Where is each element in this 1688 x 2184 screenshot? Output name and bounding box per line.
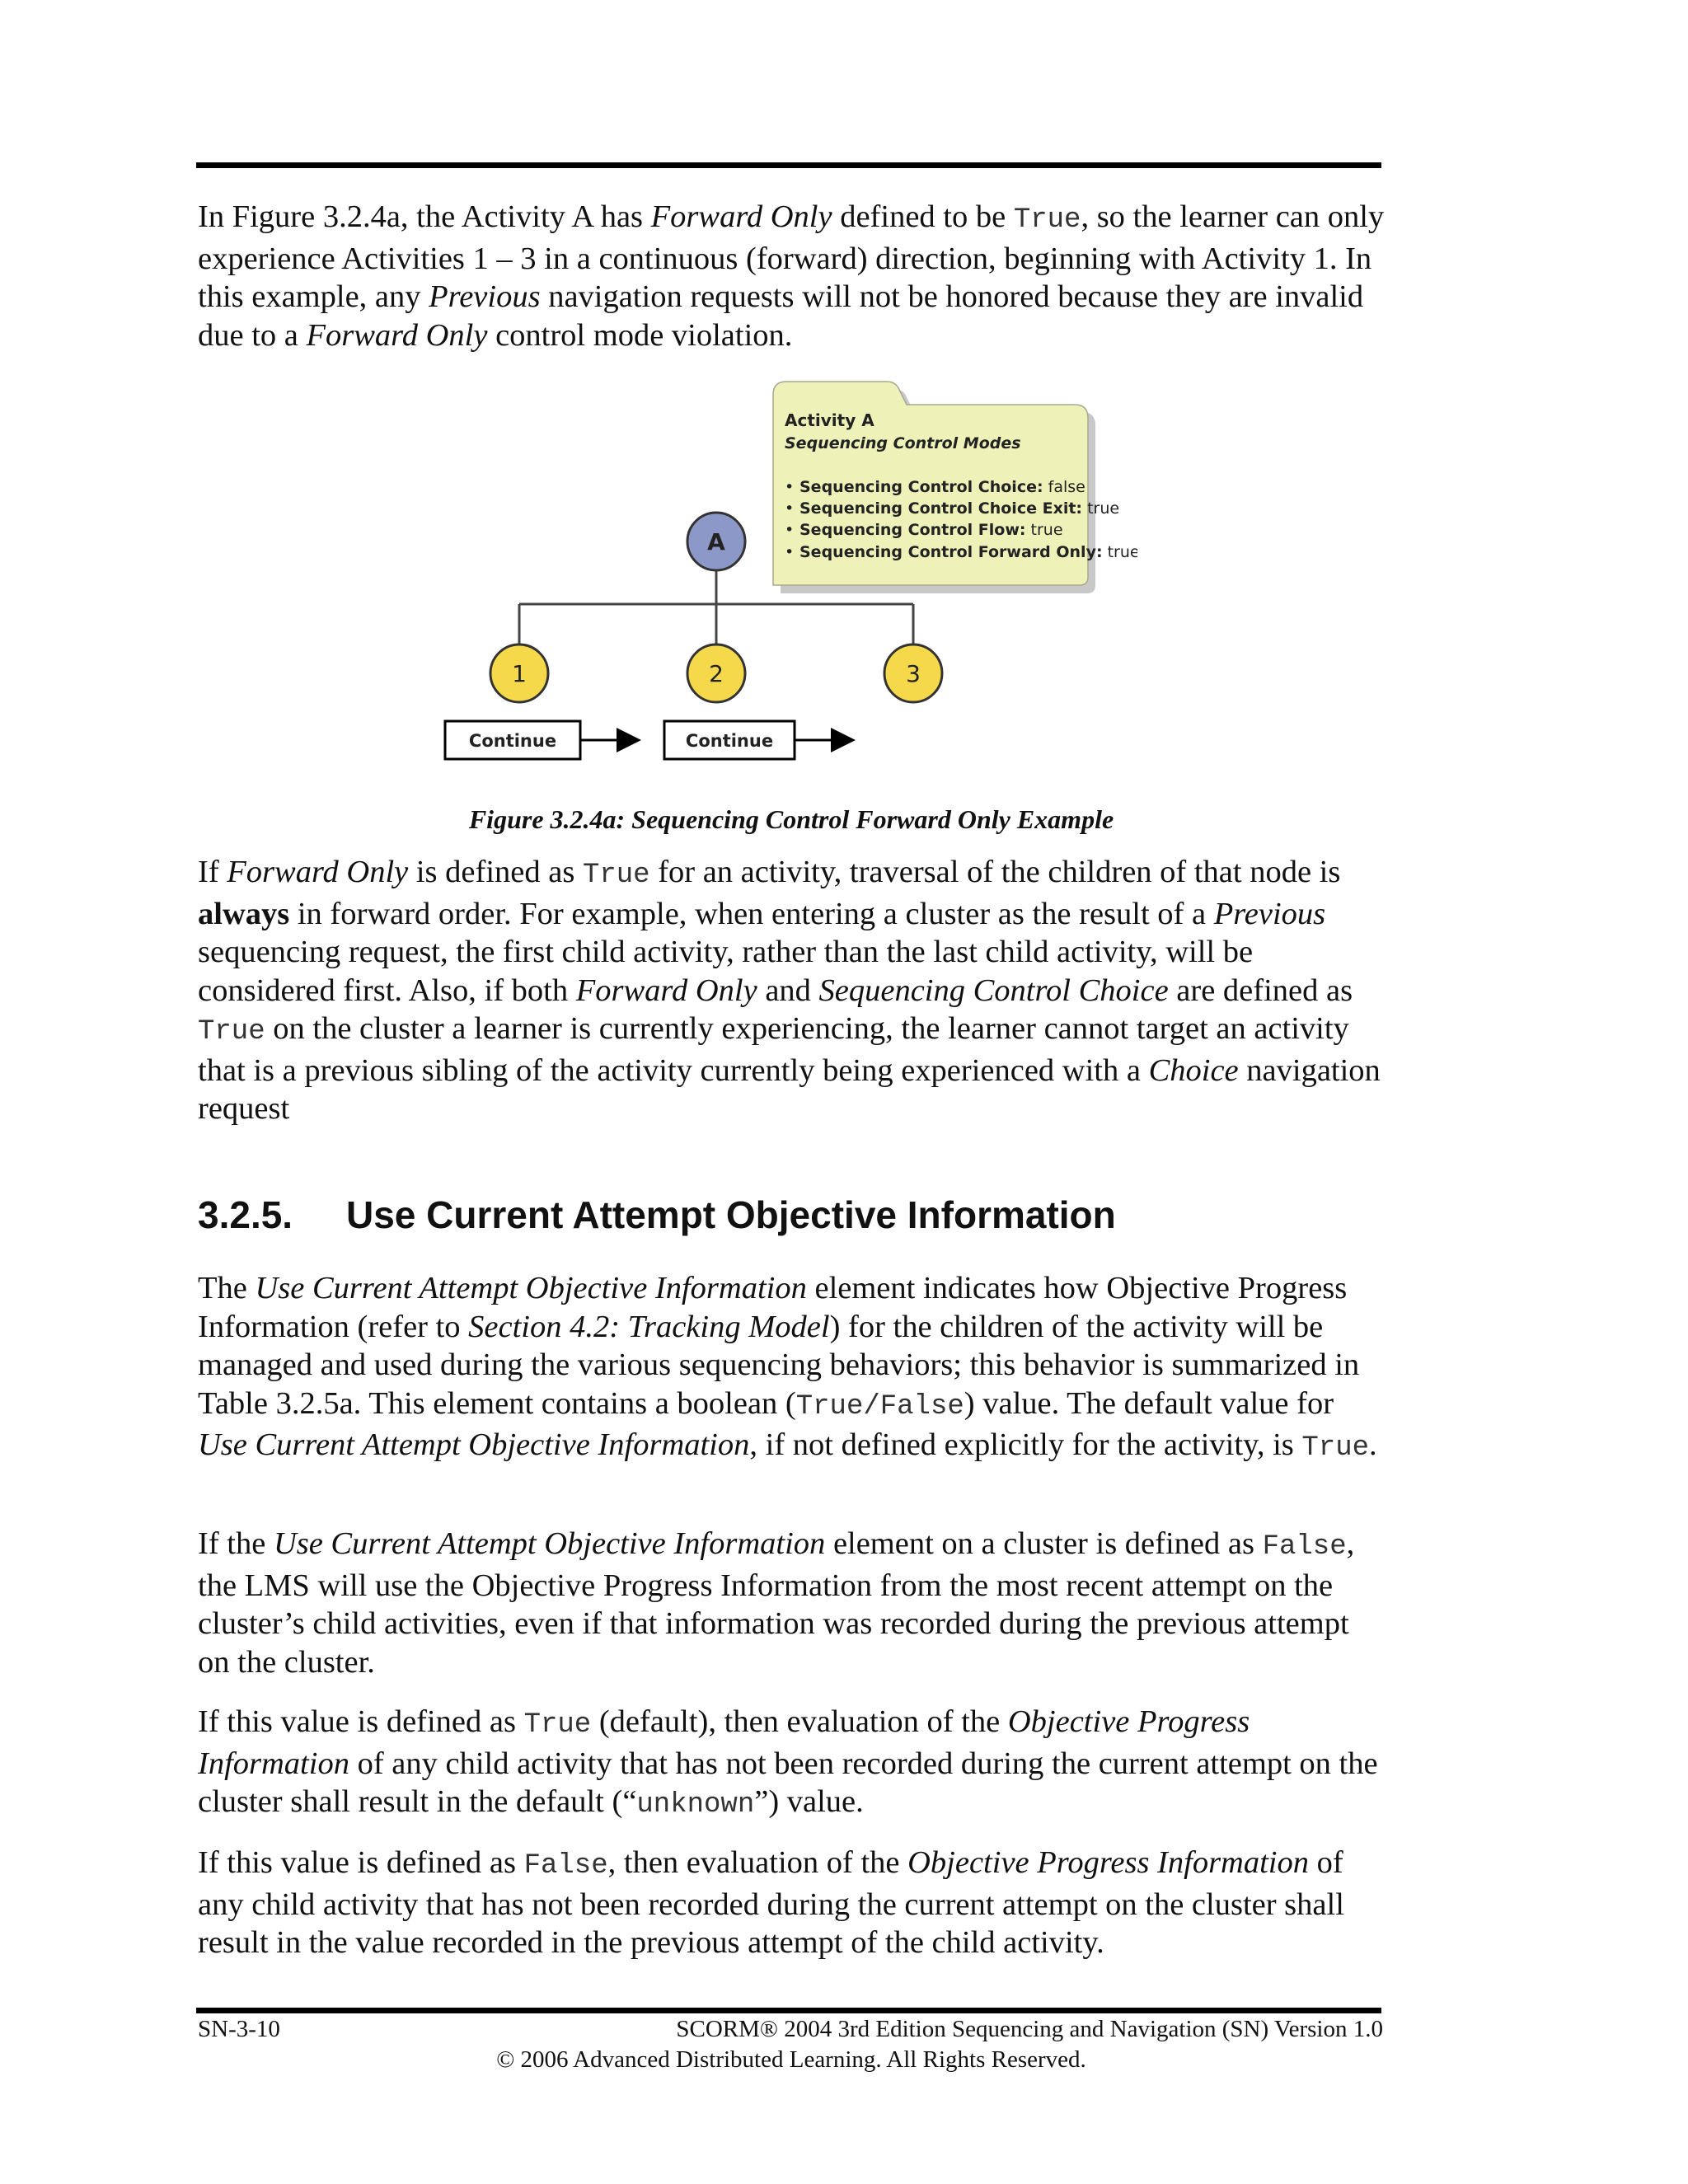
- paragraph-intro: In Figure 3.2.4a, the Activity A has Forward Only defined to be True, so the learner can only experience Activities 1 – 3 in a continuous (forward) direction, beginning with Activity 1. In this example, any Previous navigation requests will not be honored because they are invalid due to a Forward Only control mode violation.: [198, 199, 1385, 353]
- figure-caption: Figure 3.2.4a: Sequencing Control Forward Only Example: [468, 804, 1114, 834]
- paragraph-forward-only: If Forward Only is defined as True for an activity, traversal of the children of that node is always in forward order. For example, when entering a cluster as the result of a Previous sequencing request, the first child activity, rather than the last child activity, will be considered first. Also, if both Forward Only and Sequencing Control Choice are defined as True on the cluster a learner is currently experiencing, the learner cannot target an activity that is a previous sibling of the activity currently being experienced with a Choice navigation request: [198, 855, 1381, 1126]
- svg-text:Continue: Continue: [685, 731, 774, 751]
- copyright: © 2006 Advanced Distributed Learning. All Rights Reserved.: [496, 2046, 1086, 2073]
- paragraph-false-case: If the Use Current Attempt Objective Information element on a cluster is defined as False, the LMS will use the Objective Progress Information from the most recent attempt on the cluster’s child activities, even if that information was recorded during the previous attempt on the cluster.: [198, 1526, 1355, 1680]
- document-title: SCORM® 2004 3rd Edition Sequencing and Navigation (SN) Version 1.0: [676, 2016, 1383, 2042]
- callout-title: Activity A: [785, 410, 874, 430]
- paragraph-definition: The Use Current Attempt Objective Information element indicates how Objective Progress Information (refer to Section 4.2: Tracking Model) for the children of the activity will be managed and used during the various sequencing behaviors; this behavior is summarized in Table 3.2.5a. This element contains a boolean (True/False) value. The default value for Use Current Attempt Objective Information, if not defined explicitly for the activity, is True.: [198, 1271, 1377, 1464]
- callout-item: Sequencing Control Forward Only: true: [799, 543, 1137, 561]
- callout-item: Sequencing Control Flow: true: [799, 521, 1063, 539]
- svg-text:1: 1: [512, 660, 527, 687]
- svg-text:A: A: [707, 528, 725, 555]
- node-activity-1: [490, 644, 548, 702]
- paragraph-false-value: If this value is defined as False, then evaluation of the Objective Progress Information of any child activity that has not been recorded during the current attempt on the cluster shall result in the value recorded in the previous attempt of the child activity.: [198, 1845, 1344, 1960]
- section-heading: [198, 1190, 1116, 1240]
- svg-text:3: 3: [906, 660, 921, 687]
- figure-forward-only: [429, 375, 1137, 791]
- callout-box: [773, 382, 1137, 593]
- svg-text:Continue: Continue: [468, 731, 557, 751]
- svg-text:2: 2: [709, 660, 724, 687]
- header-rule: [196, 162, 1381, 168]
- node-activity-2: [687, 644, 745, 702]
- continue-button-1: [445, 721, 580, 759]
- svg-text:•: •: [785, 478, 795, 496]
- svg-text:•: •: [785, 543, 795, 561]
- paragraph-true-default: If this value is defined as True (default), then evaluation of the Objective Progress Information of any child activity that has not been recorded during the current attempt on the cluster shall result in the default (“unknown”) value.: [198, 1704, 1378, 1821]
- callout-item: Sequencing Control Choice Exit: true: [799, 499, 1120, 518]
- section-title: Use Current Attempt Objective Information: [346, 1193, 1116, 1236]
- footer-rule: [196, 2008, 1381, 2013]
- svg-text:•: •: [785, 499, 795, 518]
- callout-item: Sequencing Control Choice: false: [799, 478, 1085, 496]
- section-number: 3.2.5.: [198, 1193, 293, 1236]
- continue-button-2: [664, 721, 795, 759]
- node-activity-3: [884, 644, 942, 702]
- svg-text:•: •: [785, 521, 795, 539]
- page-number: SN-3-10: [198, 2016, 280, 2042]
- callout-subtitle: Sequencing Control Modes: [785, 434, 1021, 452]
- node-root: [687, 513, 745, 570]
